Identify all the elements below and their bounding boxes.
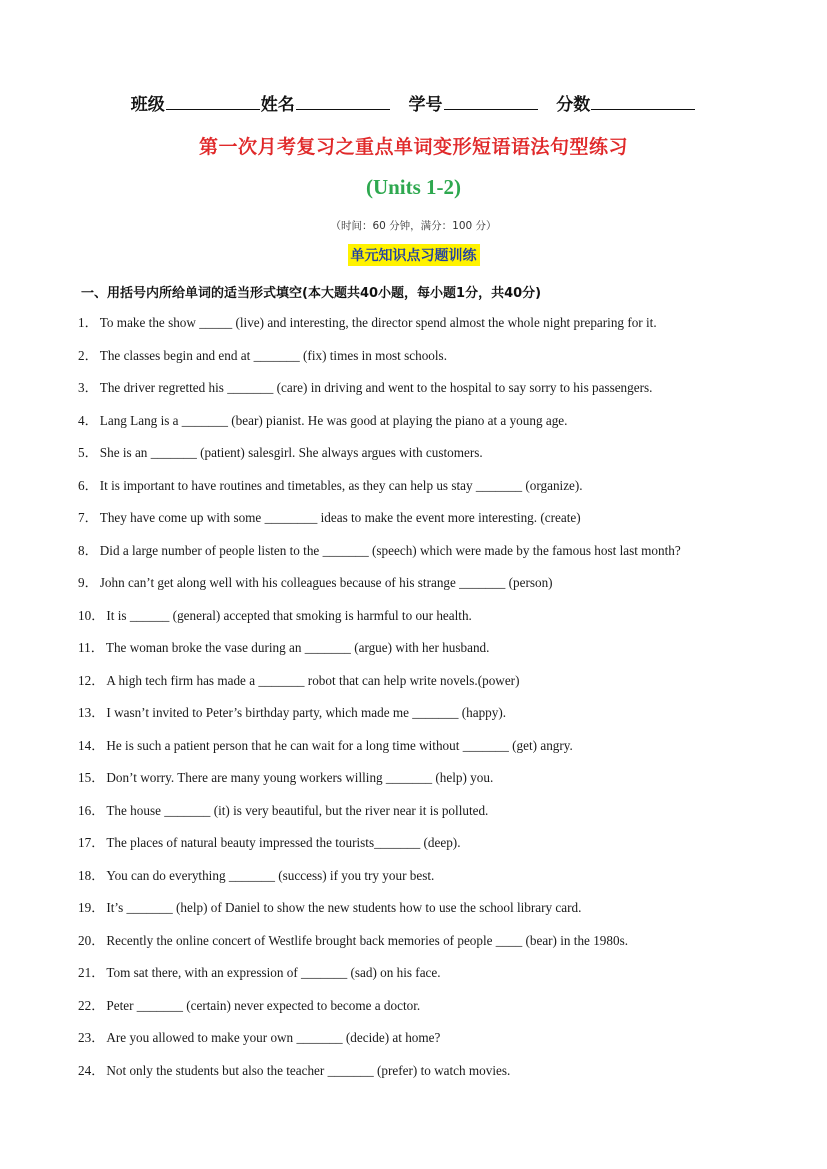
- question-text: To make the show _____ (live) and interesting, the director spend almost the whole night preparing for it.: [99, 315, 657, 330]
- question-text: It is important to have routines and timetables, as they can help us stay _______ (organize).: [99, 477, 583, 493]
- question-text: Recently the online concert of Westlife brought back memories of people ____ (bear) in the 1980s.: [106, 932, 629, 948]
- question-item: [78, 573, 778, 606]
- question-number: 11．: [78, 640, 104, 655]
- question-item: [78, 476, 778, 509]
- question-item: [78, 378, 778, 411]
- name-blank: [296, 91, 390, 110]
- question-number: 1．: [78, 315, 98, 330]
- question-number: 10．: [78, 607, 105, 623]
- question-item: [78, 833, 778, 866]
- question-item: [78, 443, 778, 476]
- question-number: 15．: [78, 770, 105, 785]
- question-number: 9．: [78, 575, 98, 590]
- question-text: The house _______ (it) is very beautiful, but the river near it is polluted.: [106, 802, 489, 818]
- question-text: They have come up with some ________ ideas to make the event more interesting. (create): [99, 510, 581, 525]
- question-text: He is such a patient person that he can wait for a long time without _______ (get) angry.: [106, 737, 573, 753]
- question-text: John can’t get along well with his colleagues because of his strange _______ (person): [99, 575, 553, 590]
- question-item: [78, 866, 778, 899]
- question-text: It’s _______ (help) of Daniel to show the new students how to use the school library card.: [106, 900, 582, 915]
- question-text: A high tech firm has made a _______ robot that can help write novels.(power): [106, 672, 520, 688]
- question-item: [78, 703, 778, 736]
- question-number: 16．: [78, 802, 105, 818]
- score-blank: [591, 91, 695, 110]
- question-number: 8．: [78, 542, 98, 558]
- question-number: 19．: [78, 900, 105, 915]
- section-label: 单元知识点习题训练: [348, 244, 480, 266]
- question-number: 21．: [78, 965, 105, 980]
- question-item: [78, 313, 778, 346]
- question-item: [78, 963, 778, 996]
- question-number: 24．: [78, 1062, 105, 1078]
- question-item: [78, 1061, 778, 1094]
- question-text: You can do everything _______ (success) if you try your best.: [106, 867, 435, 883]
- question-item: [78, 996, 778, 1029]
- score-label: 分数: [556, 95, 591, 115]
- question-number: 17．: [78, 835, 105, 850]
- question-text: It is ______ (general) accepted that smoking is harmful to our health.: [106, 607, 472, 623]
- question-number: 18．: [78, 867, 105, 883]
- time-info: （时间：60 分钟，满分：100 分）: [330, 220, 497, 232]
- question-item: [78, 411, 778, 444]
- name-label: 姓名: [260, 95, 295, 115]
- question-text: The woman broke the vase during an _______ (argue) with her husband.: [105, 640, 490, 655]
- question-item: [78, 931, 778, 964]
- class-label: 班级: [130, 95, 165, 115]
- question-number: 5．: [78, 445, 98, 460]
- question-text: The driver regretted his _______ (care) in driving and went to the hospital to say sorry to his passengers.: [99, 380, 653, 395]
- section-label-wrap: [0, 244, 827, 266]
- student-id-blank: [444, 91, 538, 110]
- question-text: Peter _______ (certain) never expected to become a doctor.: [106, 997, 421, 1013]
- question-item: [78, 1028, 778, 1061]
- question-number: 12．: [78, 672, 105, 688]
- question-text: Lang Lang is a _______ (bear) pianist. He was good at playing the piano at a young age.: [99, 412, 568, 428]
- page-subtitle: (Units 1-2): [365, 175, 462, 199]
- question-number: 2．: [78, 347, 98, 363]
- question-text: Don’t worry. There are many young workers willing _______ (help) you.: [106, 770, 494, 785]
- question-number: 3．: [78, 380, 98, 395]
- question-text: Did a large number of people listen to the _______ (speech) which were made by the famous host last month?: [99, 542, 681, 558]
- question-list: [78, 313, 778, 1093]
- student-id-label: 学号: [408, 95, 443, 115]
- question-text: Are you allowed to make your own _______ (decide) at home?: [106, 1030, 441, 1045]
- question-text: I wasn’t invited to Peter’s birthday party, which made me _______ (happy).: [106, 705, 507, 720]
- question-item: [78, 606, 778, 639]
- question-number: 6．: [78, 477, 98, 493]
- question-text: The classes begin and end at _______ (fix) times in most schools.: [99, 347, 447, 363]
- question-text: Not only the students but also the teacher _______ (prefer) to watch movies.: [106, 1062, 511, 1078]
- question-number: 13．: [78, 705, 105, 720]
- question-item: [78, 768, 778, 801]
- question-text: Tom sat there, with an expression of _______ (sad) on his face.: [106, 965, 441, 980]
- question-item: [78, 638, 778, 671]
- question-text: She is an _______ (patient) salesgirl. She always argues with customers.: [99, 445, 483, 460]
- question-item: [78, 736, 778, 769]
- class-blank: [166, 91, 260, 110]
- question-number: 14．: [78, 737, 105, 753]
- question-item: [78, 346, 778, 379]
- question-number: 22．: [78, 997, 105, 1013]
- student-info-line: [0, 90, 827, 115]
- question-item: [78, 508, 778, 541]
- question-number: 23．: [78, 1030, 105, 1045]
- page-title: 第一次月考复习之重点单词变形短语语法句型练习: [198, 136, 628, 158]
- question-number: 4．: [78, 412, 98, 428]
- question-item: [78, 898, 778, 931]
- question-item: [78, 541, 778, 574]
- question-item: [78, 801, 778, 834]
- part-heading: 一、用括号内所给单词的适当形式填空(本大题共40小题，每小题1分，共40分): [81, 286, 542, 301]
- question-item: [78, 671, 778, 704]
- question-text: The places of natural beauty impressed the tourists_______ (deep).: [106, 835, 461, 850]
- question-number: 20．: [78, 932, 105, 948]
- question-number: 7．: [78, 510, 98, 525]
